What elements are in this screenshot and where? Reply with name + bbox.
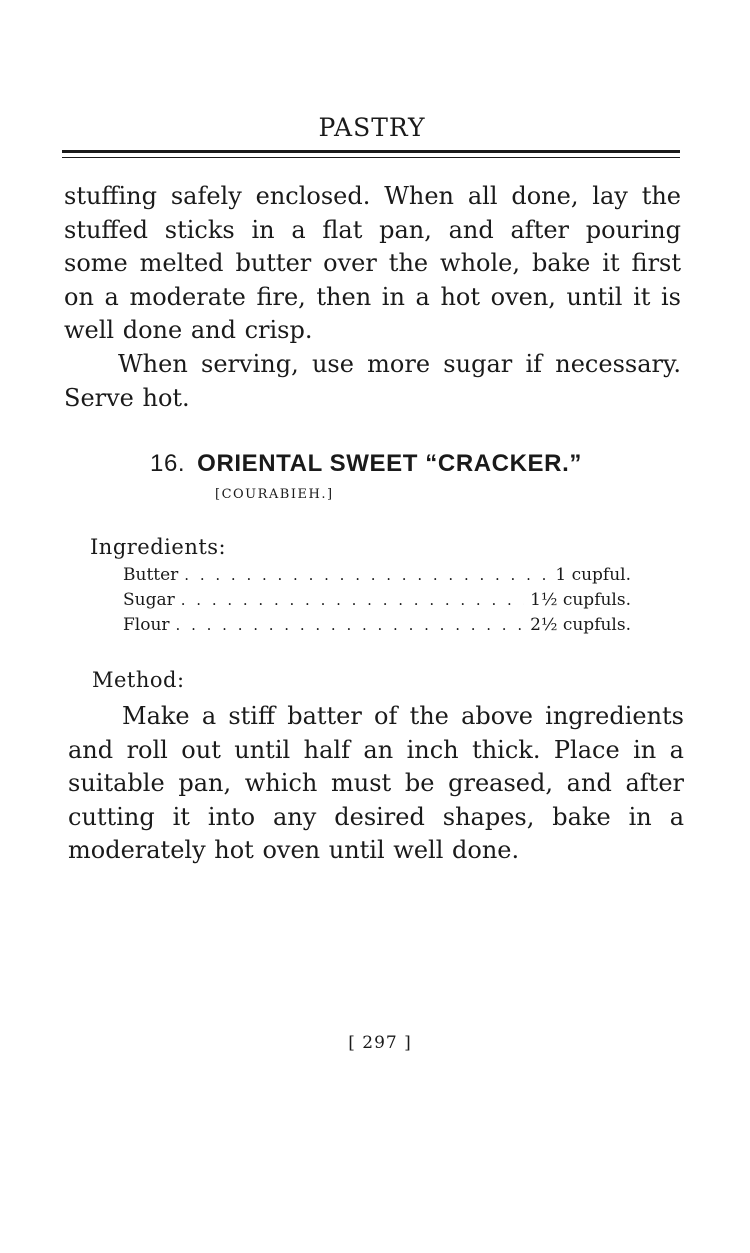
ingredients-list [123, 565, 631, 640]
recipe-title-text: ORIENTAL SWEET “CRACKER.” [197, 450, 582, 477]
recipe-number: 16. [150, 450, 186, 477]
ingredient-quantity: 1 cupful. [555, 565, 631, 585]
ingredient-row [123, 565, 631, 590]
paragraph-continuation: stuffing safely enclosed. When all done, lay the stuffed sticks in a flat pan, and after pouring some melted butter over the whole, bake it first on a moderate fire, then in a hot oven, until it is well done and crisp. [64, 182, 681, 344]
recipe-subtitle: [COURABIEH.] [215, 487, 334, 502]
ingredient-quantity: 1½ cupfuls. [530, 590, 631, 610]
ingredient-row [123, 590, 631, 615]
ingredient-name: Flour [123, 615, 170, 635]
ingredient-quantity: 2½ cupfuls. [530, 615, 631, 635]
leader-dots [176, 616, 525, 634]
method-label: Method: [92, 668, 185, 692]
method-paragraph: Make a stiff batter of the above ingredients and roll out until half an inch thick. Place in a suitable pan, which must be greased, and after cutting it into any desired shapes, bake in a moderately hot oven until well done. [68, 702, 684, 864]
header-rule-thick [62, 150, 680, 153]
ingredient-name: Sugar [123, 590, 175, 610]
ingredient-name: Butter [123, 565, 179, 585]
recipe-title [150, 450, 582, 478]
ingredient-row [123, 615, 631, 640]
header-rule-thin [62, 157, 680, 158]
ingredients-label: Ingredients: [90, 535, 227, 559]
leader-dots [181, 591, 524, 609]
paragraph-serving: When serving, use more sugar if necessary. Serve hot. [64, 350, 681, 412]
page-number: [ 297 ] [348, 1033, 412, 1053]
leader-dots [184, 566, 549, 584]
running-head: PASTRY [318, 113, 426, 142]
